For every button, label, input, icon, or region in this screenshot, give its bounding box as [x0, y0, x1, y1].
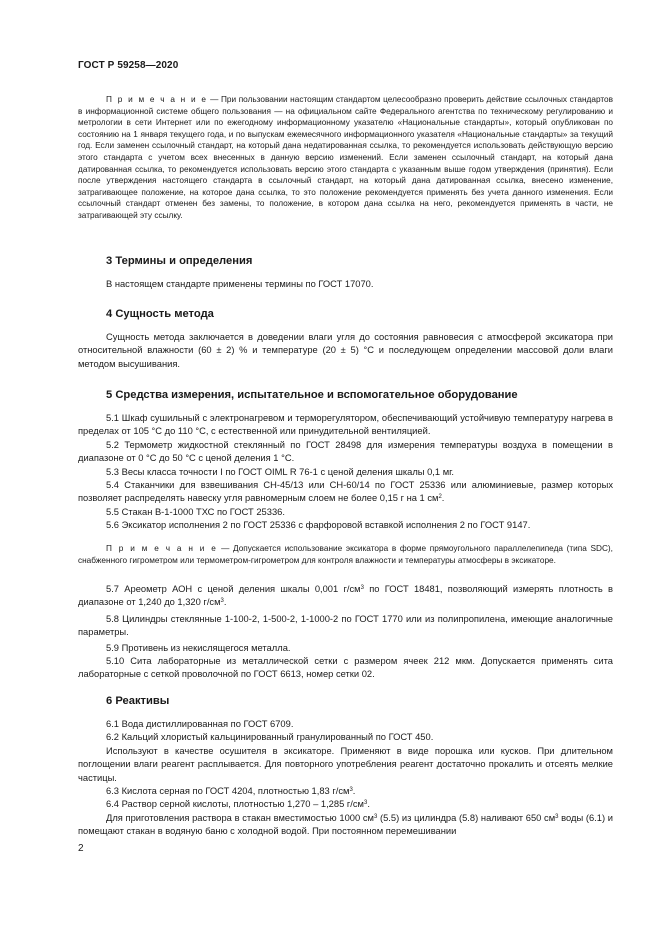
- item-5-1: 5.1 Шкаф сушильный с электронагревом и терморегулятором, обеспечивающий устойчивую температуру нагрева в пределах от 105 °С до 110 °С, с естественной или принудительной вентиляцией.: [78, 413, 613, 437]
- section-6-heading: 6 Реактивы: [106, 695, 170, 707]
- item-5-2: 5.2 Термометр жидкостной стеклянный по ГОСТ 28498 для измерения температуры воздуха в помещении в диапазоне от 0 °С до 50 °С с ценой деления 1 °С.: [78, 439, 613, 464]
- item-5-7: 5.7 Ареометр АОН с ценой деления шкалы 0,001 $г/см^3$ по ГОСТ 18481, позволяющий измерять плотность в диапазоне от 1,240 до 1,320 $г/см^3$.: [78, 584, 613, 608]
- item-6-2-description: Используют в качестве осушителя в эксикаторе. Применяют в виде порошка или кусков. При длительном поглощении влаги реагент расплывается. Для повторного употребления реагент достаточно прокалить и отсеять мелкие частицы.: [78, 745, 613, 783]
- paragraph: В настоящем стандарте применены термины по ГОСТ 17070.: [106, 279, 374, 289]
- item-6-2: 6.2 Кальций хлористый кальцинированный гранулированный по ГОСТ 450.: [106, 732, 434, 743]
- section-3-heading: 3 Термины и определения: [106, 255, 253, 267]
- item-5-9: 5.9 Противень из некислящегося металла.: [106, 642, 291, 653]
- section-5-body: [78, 412, 613, 533]
- item-5-5: 5.5 Стакан В-1-1000 ТХС по ГОСТ 25336.: [106, 506, 285, 517]
- item-5-8: 5.8 Цилиндры стеклянные 1-100-2, 1-500-2, 1-1000-2 по ГОСТ 1770 или из полипропилена, имеющие аналогичные параметры.: [78, 613, 613, 638]
- section-3-body: [78, 278, 613, 291]
- section-4-heading: 4 Сущность метода: [106, 308, 214, 320]
- section-5-heading: 5 Средства измерения, испытательное и вспомогательное оборудование: [106, 389, 518, 401]
- reference-note: П р и м е ч а н и е — При пользовании настоящим стандартом целесообразно проверить действие ссылочных стандартов в информационной системе общего пользования — на официальном сайте Федерального агентства по техническому регулированию и метрологии в сети Интернет или по ежегодному информационному указателю «Национальные стандарты», который опубликован по состоянию на 1 января текущего года, и по выпускам ежемесячного информационного указателя «Национальные стандарты» за текущий год. Если заменен ссылочный стандарт, на который дана недатированная ссылка, то рекомендуется использовать действующую версию этого стандарта с учетом всех внесенных в данную версию изменений. Если заменен ссылочный стандарт, на который дана датированная ссылка, то рекомендуется использовать версию этого стандарта с указанным выше годом утверждения (принятия). Если после утверждения настоящего стандарта в ссылочный стандарт, на который дана датированная ссылка, внесено изменение, затрагивающее положение, на которое дана ссылка, то это положение рекомендуется применять без учета данного изменения. Если ссылочный стандарт отменен без замены, то положение, в котором дана ссылка на него, рекомендуется применять в части, не затрагивающей эту ссылку.: [78, 95, 614, 220]
- item-6-1: 6.1 Вода дистиллированная по ГОСТ 6709.: [106, 719, 294, 729]
- item-5-3: 5.3 Весы класса точности I по ГОСТ OIML R 76-1 с ценой деления шкалы 0,1 мг.: [106, 466, 454, 477]
- note-label: П р и м е ч а н и е: [106, 95, 208, 104]
- note-label: П р и м е ч а н и е: [106, 544, 218, 553]
- note-text: При пользовании настоящим стандартом целесообразно проверить действие ссылочных стандартов в информационной системе общего пользования — на официальном сайте Федерального агентства по техническому регулированию и метрологии в сети Интернет или по ежегодному информационному указателю «Национальные стандарты», который опубликован по состоянию на 1 января текущего года, и по выпускам ежемесячного информационного указателя «Национальные стандарты» за текущий год. Если заменен ссылочный стандарт, на который дана недатированная ссылка, то рекомендуется использовать действующую версию этого стандарта с учетом всех внесенных в данную версию изменений. Если заменен ссылочный стандарт, на который дана датированная ссылка, то рекомендуется использовать версию этого стандарта с указанным выше годом утверждения (принятия). Если после утверждения настоящего стандарта в ссылочный стандарт, на который дана датированная ссылка, внесено изменение, затрагивающее положение, на которое дана ссылка, то это положение рекомендуется применять без учета данного изменения. Если ссылочный стандарт отменен без замены, то положение, в котором дана ссылка на него, рекомендуется применять в части, не затрагивающей эту ссылку.: [78, 95, 614, 220]
- section-4-body: [78, 331, 613, 371]
- item-5-4: 5.4 Стаканчики для взвешивания СН-45/13 или СН-60/14 по ГОСТ 25336 или алюминиевые, размер которых позволяет распределять навеску угля равномерным слоем не более 0,15 г на 1 $см^2$.: [78, 480, 613, 504]
- note-text: Допускается использование эксикатора в форме прямоугольного параллелепипеда (типа SDC), снабженного гигрометром или термометром-гигрометром для контроля влажности и температуры атмосферы в эксикаторе.: [78, 544, 613, 565]
- section-6-body: [78, 718, 613, 839]
- item-6-3: 6.3 Кислота серная по ГОСТ 4204, плотностью 1,83 $г/см^3$.: [106, 786, 356, 797]
- item-6-4-preparation: Для приготовления раствора в стакан вместимостью 1000 $см^3$ (5.5) из цилиндра (5.8) наливают 650 $см^3$ воды (6.1) и помещают стакан в водяную баню с холодной водой. При постоянном перемешивании: [78, 812, 613, 837]
- document-code-header: ГОСТ Р 59258—2020: [78, 60, 179, 71]
- section-5-note: П р и м е ч а н и е — Допускается использование эксикатора в форме прямоугольного параллелепипеда (типа SDC), снабженного гигрометром или термометром-гигрометром для контроля влажности и температуры атмосферы в эксикаторе.: [78, 544, 613, 565]
- item-5-6: 5.6 Эксикатор исполнения 2 по ГОСТ 25336 с фарфоровой вставкой исполнения 2 по ГОСТ 9147.: [106, 520, 531, 531]
- item-5-10: 5.10 Сита лабораторные из металлической сетки с размером ячеек 212 мкм. Допускается применять сита лабораторные с сеткой проволочной по ГОСТ 6613, номер сетки 02.: [78, 656, 613, 680]
- page-number: 2: [78, 843, 84, 854]
- paragraph: Сущность метода заключается в доведении влаги угля до состояния равновесия с атмосферой эксикатора при относительной влажности (60 ± 2) % и температуре (20 ± 5) °С и последующем определении массовой доли влаги методом высушивания.: [78, 332, 613, 369]
- section-5-body-continued: [78, 583, 613, 682]
- item-6-4: 6.4 Раствор серной кислоты, плотностью 1,270 – 1,285 $г/см^3$.: [106, 799, 370, 810]
